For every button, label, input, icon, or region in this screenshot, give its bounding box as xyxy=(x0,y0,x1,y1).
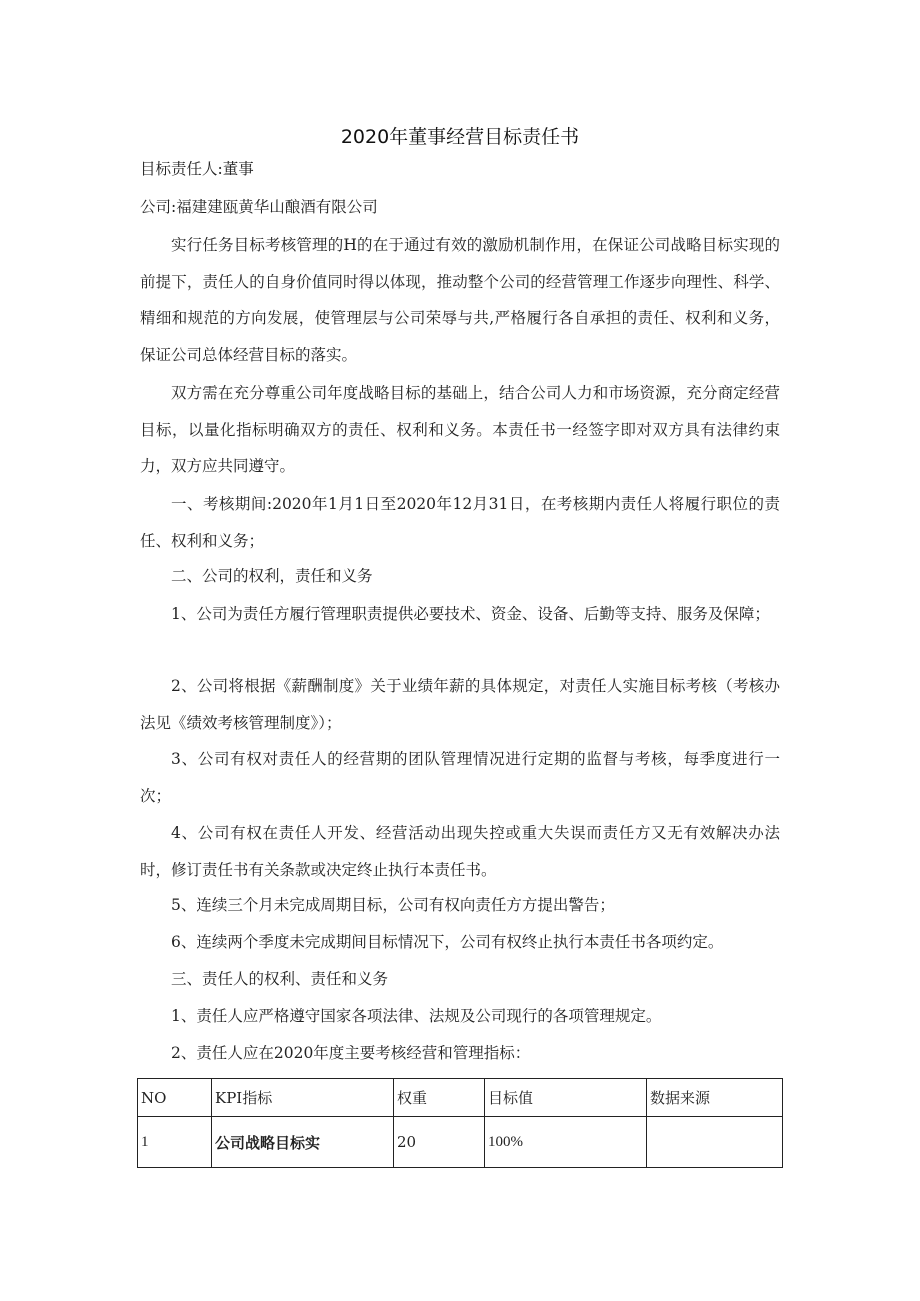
paragraph-period: 一、考核期间:2020年1月1日至2020年12月31日，在考核期内责任人将履行职位的责任、权利和义务； xyxy=(140,495,780,550)
company-clause-2: 2、公司将根据《薪酬制度》关于业绩年薪的具体规定，对责任人实施目标考核（考核办法见《绩效考核管理制度》）； xyxy=(140,677,780,732)
responsible-clause-2: 2、责任人应在2020年度主要考核经营和管理指标： xyxy=(171,1044,531,1062)
header-source: 数据来源 xyxy=(647,1079,783,1117)
paragraph-agreement: 双方需在充分尊重公司年度战略目标的基础上，结合公司人力和市场资源，充分商定经营目标，以量化指标明确双方的责任、权利和义务。本责任书一经签字即对双方具有法律约束力，双方应共同遵守。 xyxy=(140,384,780,475)
cell-no: 1 xyxy=(138,1117,212,1168)
responsible-person: 目标责任人:董事 xyxy=(140,160,254,178)
table-row xyxy=(138,1117,783,1168)
header-weight: 权重 xyxy=(394,1079,485,1117)
header-target: 目标值 xyxy=(485,1079,647,1117)
cell-source xyxy=(647,1117,783,1168)
table-header-row xyxy=(138,1079,783,1117)
cell-kpi: 公司战略目标实 xyxy=(212,1117,394,1168)
cell-weight: 20 xyxy=(394,1117,485,1168)
header-kpi: KPI指标 xyxy=(212,1079,394,1117)
company-clause-1: 1、公司为责任方履行管理职责提供必要技术、资金、设备、后勤等支持、服务及保障； xyxy=(171,605,770,623)
responsible-clause-1: 1、责任人应严格遵守国家各项法律、法规及公司现行的各项管理规定。 xyxy=(171,1007,662,1025)
company-clause-6: 6、连续两个季度未完成期间目标情况下，公司有权终止执行本责任书各项约定。 xyxy=(171,933,724,951)
paragraph-purpose: 实行任务目标考核管理的H的在于通过有效的激励机制作用，在保证公司战略目标实现的前提下，责任人的自身价值同时得以体现，推动整个公司的经营管理工作逐步向理性、科学、精细和规范的方向发展，使管理层与公司荣辱与共,严格履行各自承担的责任、权利和义务，保证公司总体经营目标的落实。 xyxy=(140,236,780,364)
section-heading-company: 二、公司的权利，责任和义务 xyxy=(171,567,373,585)
company-name: 公司:福建建瓯黄华山酿酒有限公司 xyxy=(140,198,378,216)
section-heading-responsible: 三、责任人的权利、责任和义务 xyxy=(171,970,389,988)
company-clause-5: 5、连续三个月未完成周期目标，公司有权向责任方方提出警告； xyxy=(171,896,615,914)
company-clause-4: 4、公司有权在责任人开发、经营活动出现失控或重大失误而责任方又无有效解决办法时，修订责任书有关条款或决定终止执行本责任书。 xyxy=(140,824,780,879)
kpi-table xyxy=(137,1078,783,1168)
cell-target: 100% xyxy=(485,1117,647,1168)
header-no: NO xyxy=(138,1079,212,1117)
company-clause-3: 3、公司有权对责任人的经营期的团队管理情况进行定期的监督与考核，每季度进行一次； xyxy=(140,750,780,805)
document-title: 2020年董事经营目标责任书 xyxy=(340,126,580,148)
